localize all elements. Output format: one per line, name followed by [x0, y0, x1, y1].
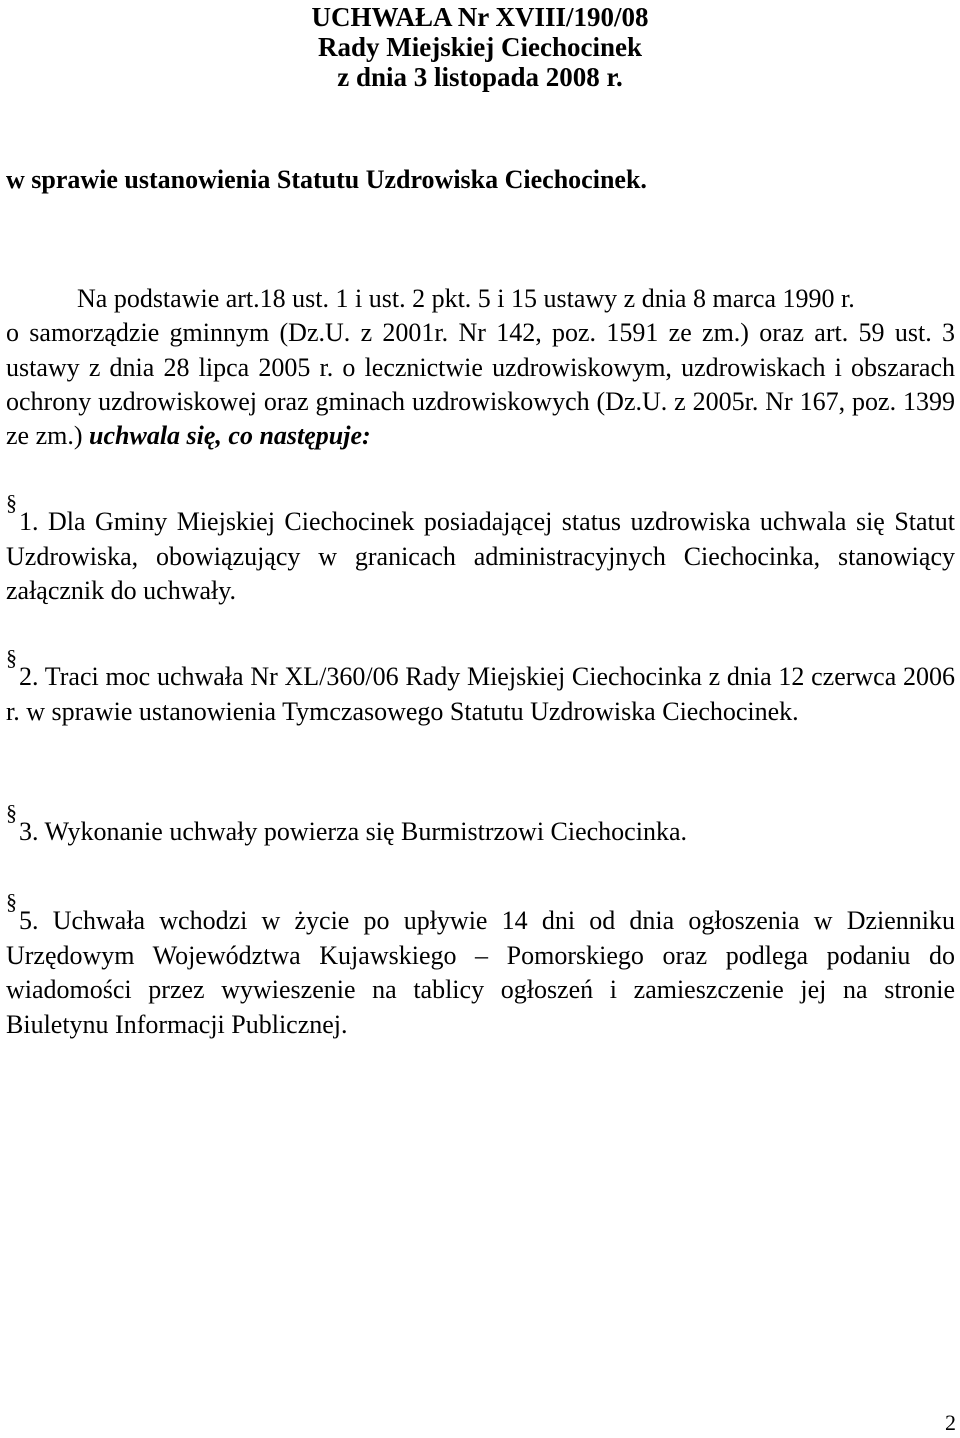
- paragraph-number: 3.: [19, 817, 39, 846]
- paragraph-number: 2.: [19, 662, 39, 691]
- resolution-subject: w sprawie ustanowienia Statutu Uzdrowiska Ciechocinek.: [6, 165, 647, 194]
- paragraph-5: [6, 889, 955, 1042]
- resolution-date: z dnia 3 listopada 2008 r.: [337, 62, 623, 92]
- legal-basis-body: o samorządzie gminnym (Dz.U. z 2001r. Nr 142, poz. 1591 ze zm.) oraz art. 59 ust. 3 ustawy z dnia 28 lipca 2005 r. o lecznictwie uzdrowiskowym, uzdrowiskach i obszarach ochrony uzdrowiskowej oraz gminach uzdrowiskowych (Dz.U. z 2005r. Nr 167, poz. 1399 ze zm.): [6, 318, 955, 451]
- paragraph-number: 1.: [19, 507, 39, 536]
- paragraph-2: [6, 645, 955, 729]
- legal-basis-text: [6, 316, 955, 453]
- resolution-title: UCHWAŁA Nr XVIII/190/08: [311, 2, 649, 32]
- resolves-phrase: uchwala się, co następuje:: [89, 421, 371, 451]
- paragraph-1: [6, 490, 955, 609]
- section-sign: §: [6, 490, 17, 515]
- section-sign: §: [6, 800, 17, 825]
- section-sign: §: [6, 645, 17, 670]
- legal-basis-first-line: Na podstawie art.18 ust. 1 i ust. 2 pkt. 5 i 15 ustawy z dnia 8 marca 1990 r.: [77, 284, 855, 313]
- page-number: 2: [945, 1410, 956, 1435]
- paragraph-text: Dla Gminy Miejskiej Ciechocinek posiadającej status uzdrowiska uchwala się Statut Uzdrowiska, obowiązujący w granicach administracyjnych Ciechocinka, stanowiący załącznik do uchwały.: [6, 507, 955, 605]
- paragraph-text: Traci moc uchwała Nr XL/360/06 Rady Miejskiej Ciechocinka z dnia 12 czerwca 2006 r. w sprawie ustanowienia Tymczasowego Statutu Uzdrowiska Ciechocinek.: [6, 662, 955, 726]
- legal-basis: [6, 282, 955, 453]
- resolution-header: [0, 2, 960, 92]
- paragraph-text: Wykonanie uchwały powierza się Burmistrzowi Ciechocinka.: [44, 817, 687, 846]
- paragraph-3: [6, 800, 955, 850]
- paragraph-text: Uchwała wchodzi w życie po upływie 14 dni od dnia ogłoszenia w Dzienniku Urzędowym Województwa Kujawskiego – Pomorskiego oraz podlega podaniu do wiadomości przez wywieszenie na tablicy ogłoszeń i zamieszczenie jej na stronie Biuletynu Informacji Publicznej.: [6, 906, 955, 1039]
- council-name: Rady Miejskiej Ciechocinek: [318, 32, 642, 62]
- paragraph-number: 5.: [19, 906, 39, 935]
- section-sign: §: [6, 889, 17, 914]
